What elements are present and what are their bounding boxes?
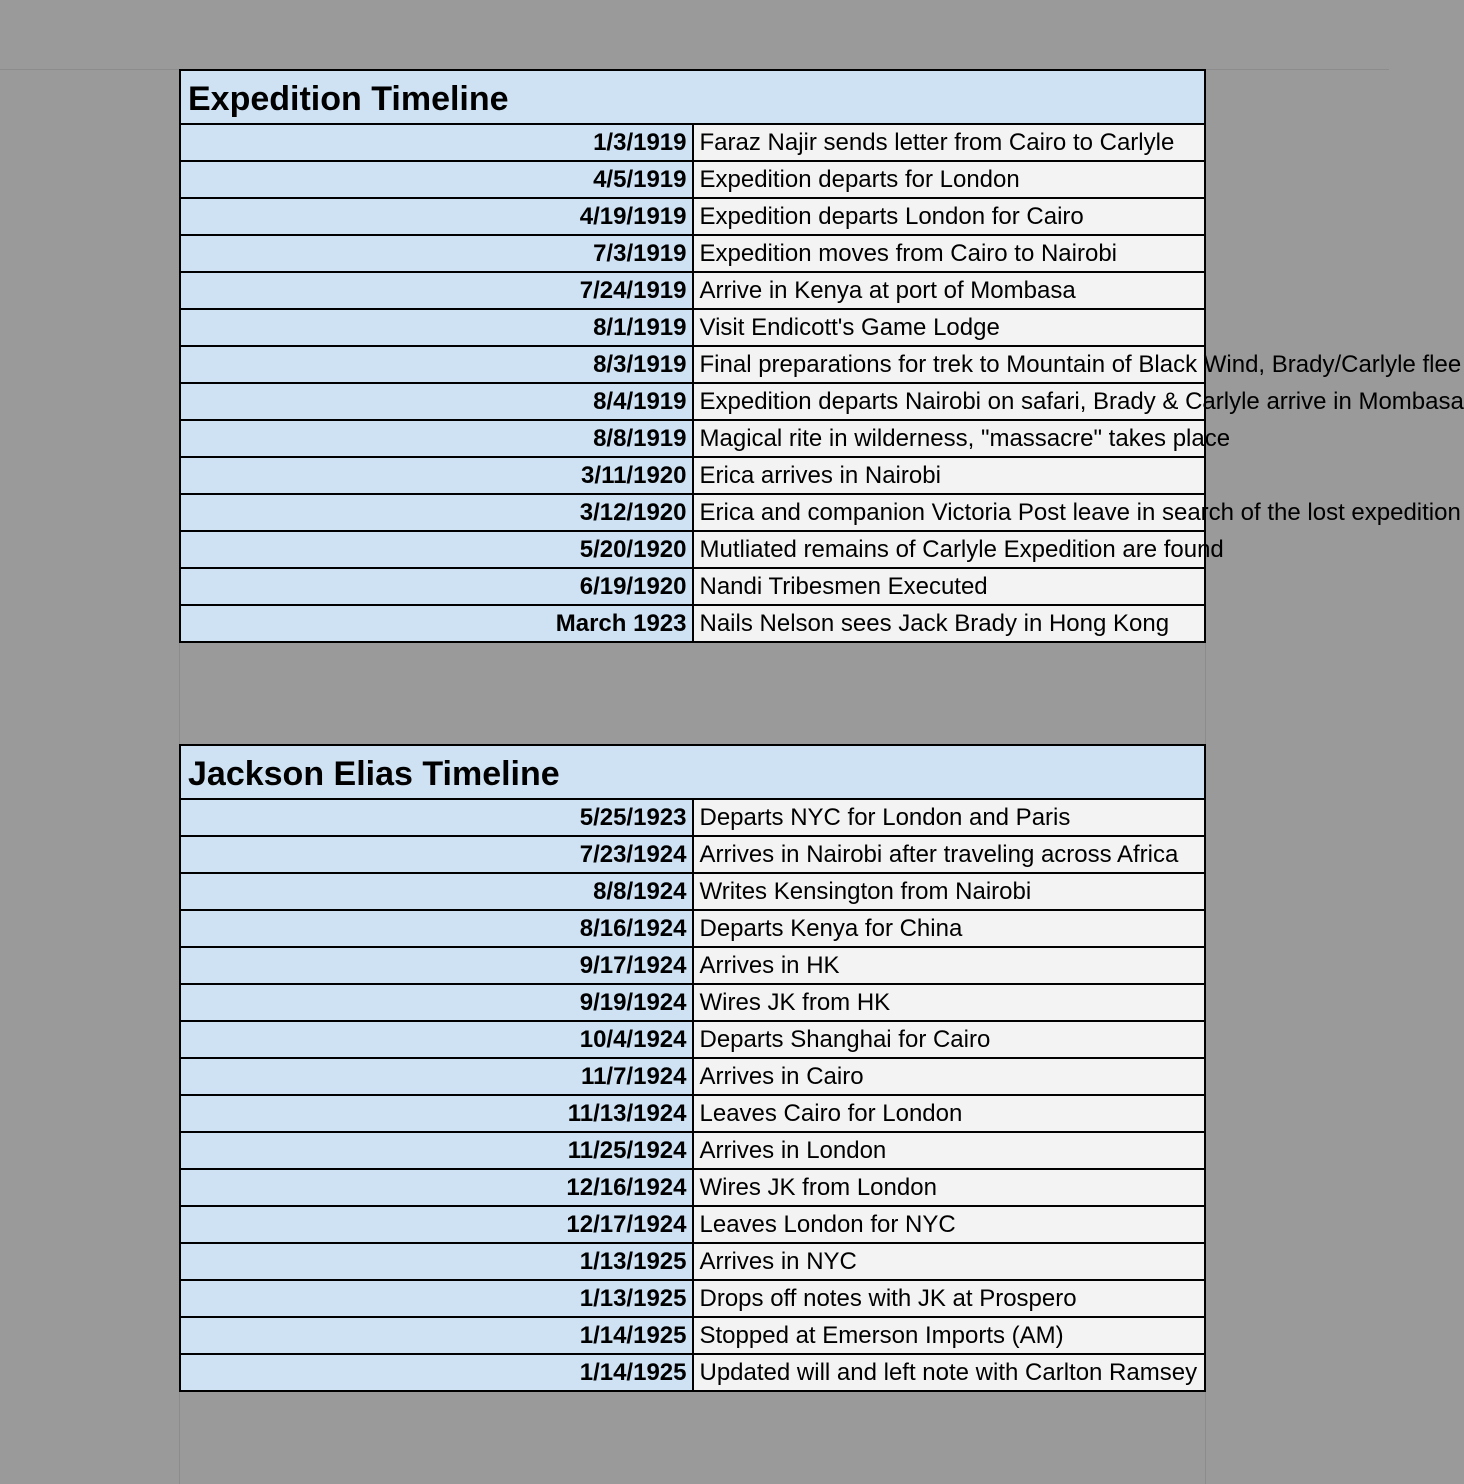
table-row — [180, 309, 1205, 346]
event-cell[interactable]: Arrives in HK — [693, 947, 1206, 984]
event-cell[interactable]: Expedition moves from Cairo to Nairobi — [693, 235, 1206, 272]
date-cell[interactable]: 1/13/1925 — [180, 1243, 693, 1280]
event-cell[interactable]: Arrives in London — [693, 1132, 1206, 1169]
date-cell[interactable]: 1/3/1919 — [180, 124, 693, 161]
event-cell[interactable]: Arrives in Nairobi after traveling across Africa — [693, 836, 1206, 873]
table-row — [180, 198, 1205, 235]
table-row — [180, 235, 1205, 272]
table-row — [180, 1132, 1205, 1169]
table-row — [180, 1169, 1205, 1206]
event-cell[interactable]: Leaves Cairo for London — [693, 1095, 1206, 1132]
date-cell[interactable]: 9/19/1924 — [180, 984, 693, 1021]
date-cell[interactable]: 12/16/1924 — [180, 1169, 693, 1206]
event-cell[interactable]: Magical rite in wilderness, "massacre" takes place — [693, 420, 1206, 457]
event-cell[interactable]: Erica arrives in Nairobi — [693, 457, 1206, 494]
date-cell[interactable]: 4/19/1919 — [180, 198, 693, 235]
date-cell[interactable]: 8/16/1924 — [180, 910, 693, 947]
event-cell[interactable]: Stopped at Emerson Imports (AM) — [693, 1317, 1206, 1354]
event-cell[interactable]: Wires JK from HK — [693, 984, 1206, 1021]
event-cell[interactable]: Visit Endicott's Game Lodge — [693, 309, 1206, 346]
table-row — [180, 910, 1205, 947]
date-cell[interactable]: 8/8/1924 — [180, 873, 693, 910]
table-row — [180, 1058, 1205, 1095]
date-cell[interactable]: 5/25/1923 — [180, 799, 693, 836]
event-cell[interactable]: Nandi Tribesmen Executed — [693, 568, 1206, 605]
jackson-elias-timeline-title[interactable]: Jackson Elias Timeline — [180, 745, 1205, 799]
date-cell[interactable]: 9/17/1924 — [180, 947, 693, 984]
expedition-timeline-table — [179, 69, 1464, 643]
event-cell[interactable]: Leaves London for NYC — [693, 1206, 1206, 1243]
date-cell[interactable]: 8/4/1919 — [180, 383, 693, 420]
event-cell[interactable]: Expedition departs for London — [693, 161, 1206, 198]
event-cell[interactable]: Expedition departs London for Cairo — [693, 198, 1206, 235]
table-row — [180, 1021, 1205, 1058]
date-cell[interactable]: 6/19/1920 — [180, 568, 693, 605]
table-title-row — [180, 745, 1205, 799]
expedition-timeline-title[interactable]: Expedition Timeline — [180, 70, 1205, 124]
table-row — [180, 494, 1205, 531]
date-cell[interactable]: 1/13/1925 — [180, 1280, 693, 1317]
date-cell[interactable]: 8/1/1919 — [180, 309, 693, 346]
jackson-elias-timeline-table — [179, 744, 1206, 1392]
event-cell[interactable]: Mutliated remains of Carlyle Expedition are found — [693, 531, 1206, 568]
table-title-row — [180, 70, 1205, 124]
table-row — [180, 1354, 1205, 1391]
date-cell[interactable]: 7/23/1924 — [180, 836, 693, 873]
table-row — [180, 161, 1205, 198]
table-row — [180, 984, 1205, 1021]
date-cell[interactable]: 7/24/1919 — [180, 272, 693, 309]
table-row — [180, 799, 1205, 836]
table-row — [180, 836, 1205, 873]
date-cell[interactable]: 11/7/1924 — [180, 1058, 693, 1095]
table-row — [180, 568, 1205, 605]
event-cell[interactable]: Drops off notes with JK at Prospero — [693, 1280, 1206, 1317]
table-row — [180, 272, 1205, 309]
table-row — [180, 1243, 1205, 1280]
table-row — [180, 1206, 1205, 1243]
event-cell[interactable]: Writes Kensington from Nairobi — [693, 873, 1206, 910]
table-row — [180, 531, 1205, 568]
date-cell[interactable]: 1/14/1925 — [180, 1354, 693, 1391]
table-row — [180, 947, 1205, 984]
date-cell[interactable]: 8/8/1919 — [180, 420, 693, 457]
event-cell[interactable]: Updated will and left note with Carlton Ramsey — [693, 1354, 1206, 1391]
event-cell[interactable]: Departs NYC for London and Paris — [693, 799, 1206, 836]
table-row — [180, 124, 1205, 161]
table-row — [180, 1317, 1205, 1354]
table-row — [180, 1095, 1205, 1132]
event-cell[interactable]: Expedition departs Nairobi on safari, Brady & Carlyle arrive in Mombasa — [693, 383, 1206, 420]
table-row — [180, 383, 1205, 420]
date-cell[interactable]: 4/5/1919 — [180, 161, 693, 198]
date-cell[interactable]: 1/14/1925 — [180, 1317, 693, 1354]
event-cell[interactable]: Departs Shanghai for Cairo — [693, 1021, 1206, 1058]
event-cell[interactable]: Final preparations for trek to Mountain of Black Wind, Brady/Carlyle flee — [693, 346, 1206, 383]
event-cell[interactable]: Arrive in Kenya at port of Mombasa — [693, 272, 1206, 309]
table-row — [180, 1280, 1205, 1317]
event-cell[interactable]: Erica and companion Victoria Post leave in search of the lost expedition — [693, 494, 1206, 531]
event-cell[interactable]: Departs Kenya for China — [693, 910, 1206, 947]
date-cell[interactable]: 5/20/1920 — [180, 531, 693, 568]
event-cell[interactable]: Faraz Najir sends letter from Cairo to Carlyle — [693, 124, 1206, 161]
event-cell[interactable]: Arrives in Cairo — [693, 1058, 1206, 1095]
table-row — [180, 873, 1205, 910]
date-cell[interactable]: 11/13/1924 — [180, 1095, 693, 1132]
table-row — [180, 605, 1205, 642]
table-row — [180, 457, 1205, 494]
date-cell[interactable]: 10/4/1924 — [180, 1021, 693, 1058]
date-cell[interactable]: 8/3/1919 — [180, 346, 693, 383]
event-cell[interactable]: Nails Nelson sees Jack Brady in Hong Kong — [693, 605, 1206, 642]
table-row — [180, 420, 1205, 457]
event-cell[interactable]: Wires JK from London — [693, 1169, 1206, 1206]
date-cell[interactable]: March 1923 — [180, 605, 693, 642]
date-cell[interactable]: 12/17/1924 — [180, 1206, 693, 1243]
date-cell[interactable]: 7/3/1919 — [180, 235, 693, 272]
date-cell[interactable]: 3/11/1920 — [180, 457, 693, 494]
event-cell[interactable]: Arrives in NYC — [693, 1243, 1206, 1280]
date-cell[interactable]: 3/12/1920 — [180, 494, 693, 531]
table-row — [180, 346, 1205, 383]
date-cell[interactable]: 11/25/1924 — [180, 1132, 693, 1169]
